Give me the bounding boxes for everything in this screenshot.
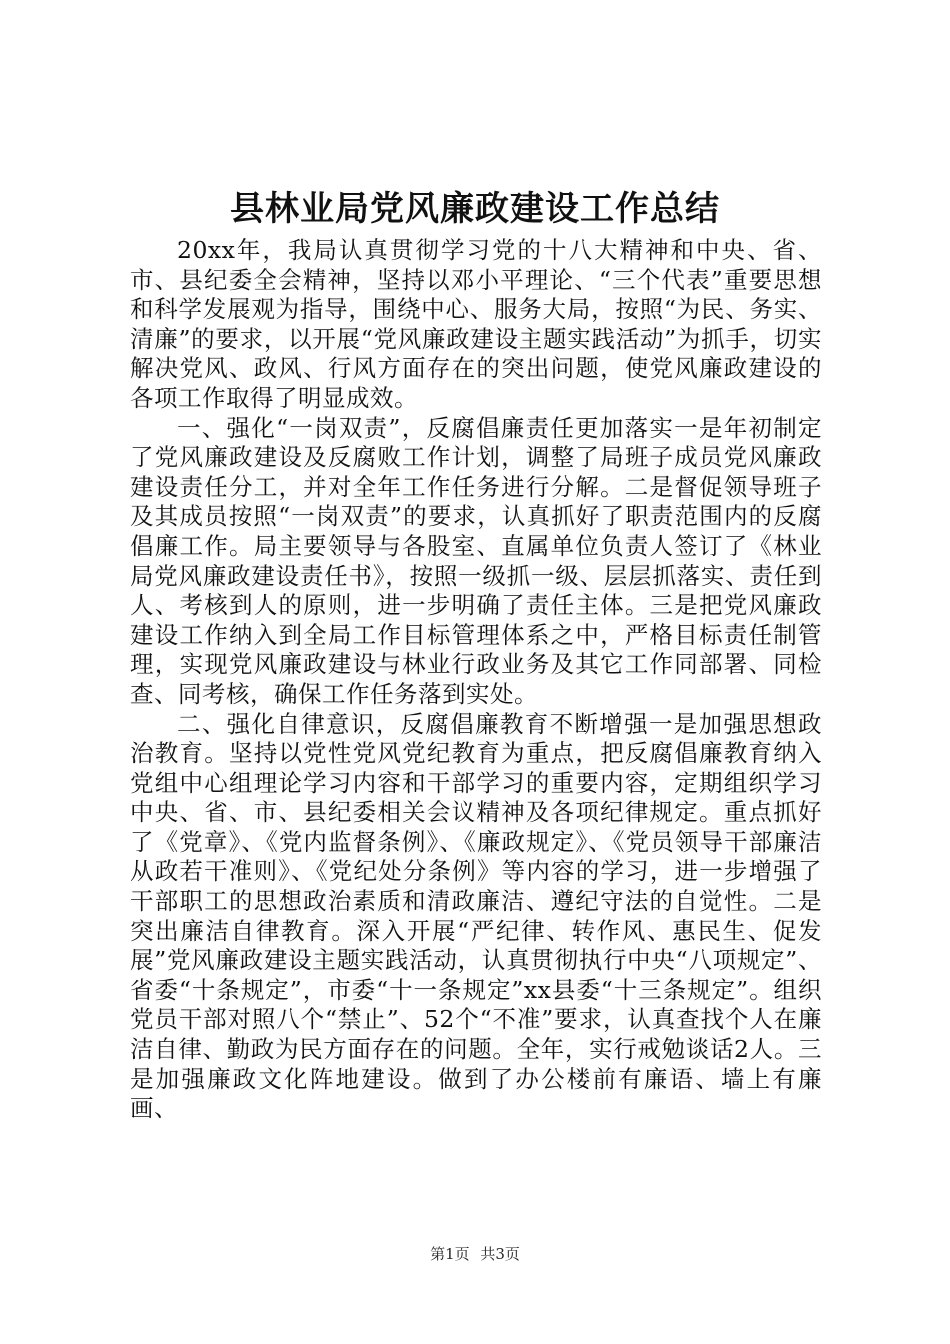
page-number: 第1页 — [430, 1245, 470, 1263]
paragraph-section-1: 一、强化“一岗双责”，反腐倡廉责任更加落实一是年初制定了党风廉政建设及反腐败工作计划，调整了局班子成员党风廉政建设责任分工，并对全年工作任务进行分解。二是督促领导班子及其成员按照“一岗双责”的要求，认真抓好了职责范围内的反腐倡廉工作。局主要领导与各股室、直属单位负责人签订了《林业局党风廉政建设责任书》，按照一级抓一级、层层抓落实、责任到人、考核到人的原则，进一步明确了责任主体。三是把党风廉政建设工作纳入到全局工作目标管理体系之中，严格目标责任制管理，实现党风廉政建设与林业行政业务及其它工作同部署、同检查、同考核，确保工作任务落到实处。 — [130, 413, 822, 708]
page-total: 共3页 — [480, 1245, 520, 1263]
document-title: 县林业局党风廉政建设工作总结 — [230, 189, 720, 229]
document-body — [130, 236, 822, 1124]
page-footer — [0, 1244, 950, 1264]
paragraph-intro: 20xx年，我局认真贯彻学习党的十八大精神和中央、省、市、县纪委全会精神，坚持以邓小平理论、“三个代表”重要思想和科学发展观为指导，围绕中心、服务大局，按照“为民、务实、清廉”的要求，以开展“党风廉政建设主题实践活动”为抓手，切实解决党风、政风、行风方面存在的突出问题，使党风廉政建设的各项工作取得了明显成效。 — [130, 236, 822, 412]
paragraph-section-2: 二、强化自律意识，反腐倡廉教育不断增强一是加强思想政治教育。坚持以党性党风党纪教育为重点，把反腐倡廉教育纳入党组中心组理论学习内容和干部学习的重要内容，定期组织学习中央、省、市、县纪委相关会议精神及各项纪律规定。重点抓好了《党章》、《党内监督条例》、《廉政规定》、《党员领导干部廉洁从政若干准则》、《党纪处分条例》等内容的学习，进一步增强了干部职工的思想政治素质和清政廉洁、遵纪守法的自觉性。二是突出廉洁自律教育。深入开展“严纪律、转作风、惠民生、促发展”党风廉政建设主题实践活动，认真贯彻执行中央“八项规定”、省委“十条规定”，市委“十一条规定”xx县委“十三条规定”。组织党员干部对照八个“禁止”、52个“不准”要求，认真查找个人在廉洁自律、勤政为民方面存在的问题。全年，实行戒勉谈话2人。三是加强廉政文化阵地建设。做到了办公楼前有廉语、墙上有廉画、 — [130, 709, 822, 1123]
